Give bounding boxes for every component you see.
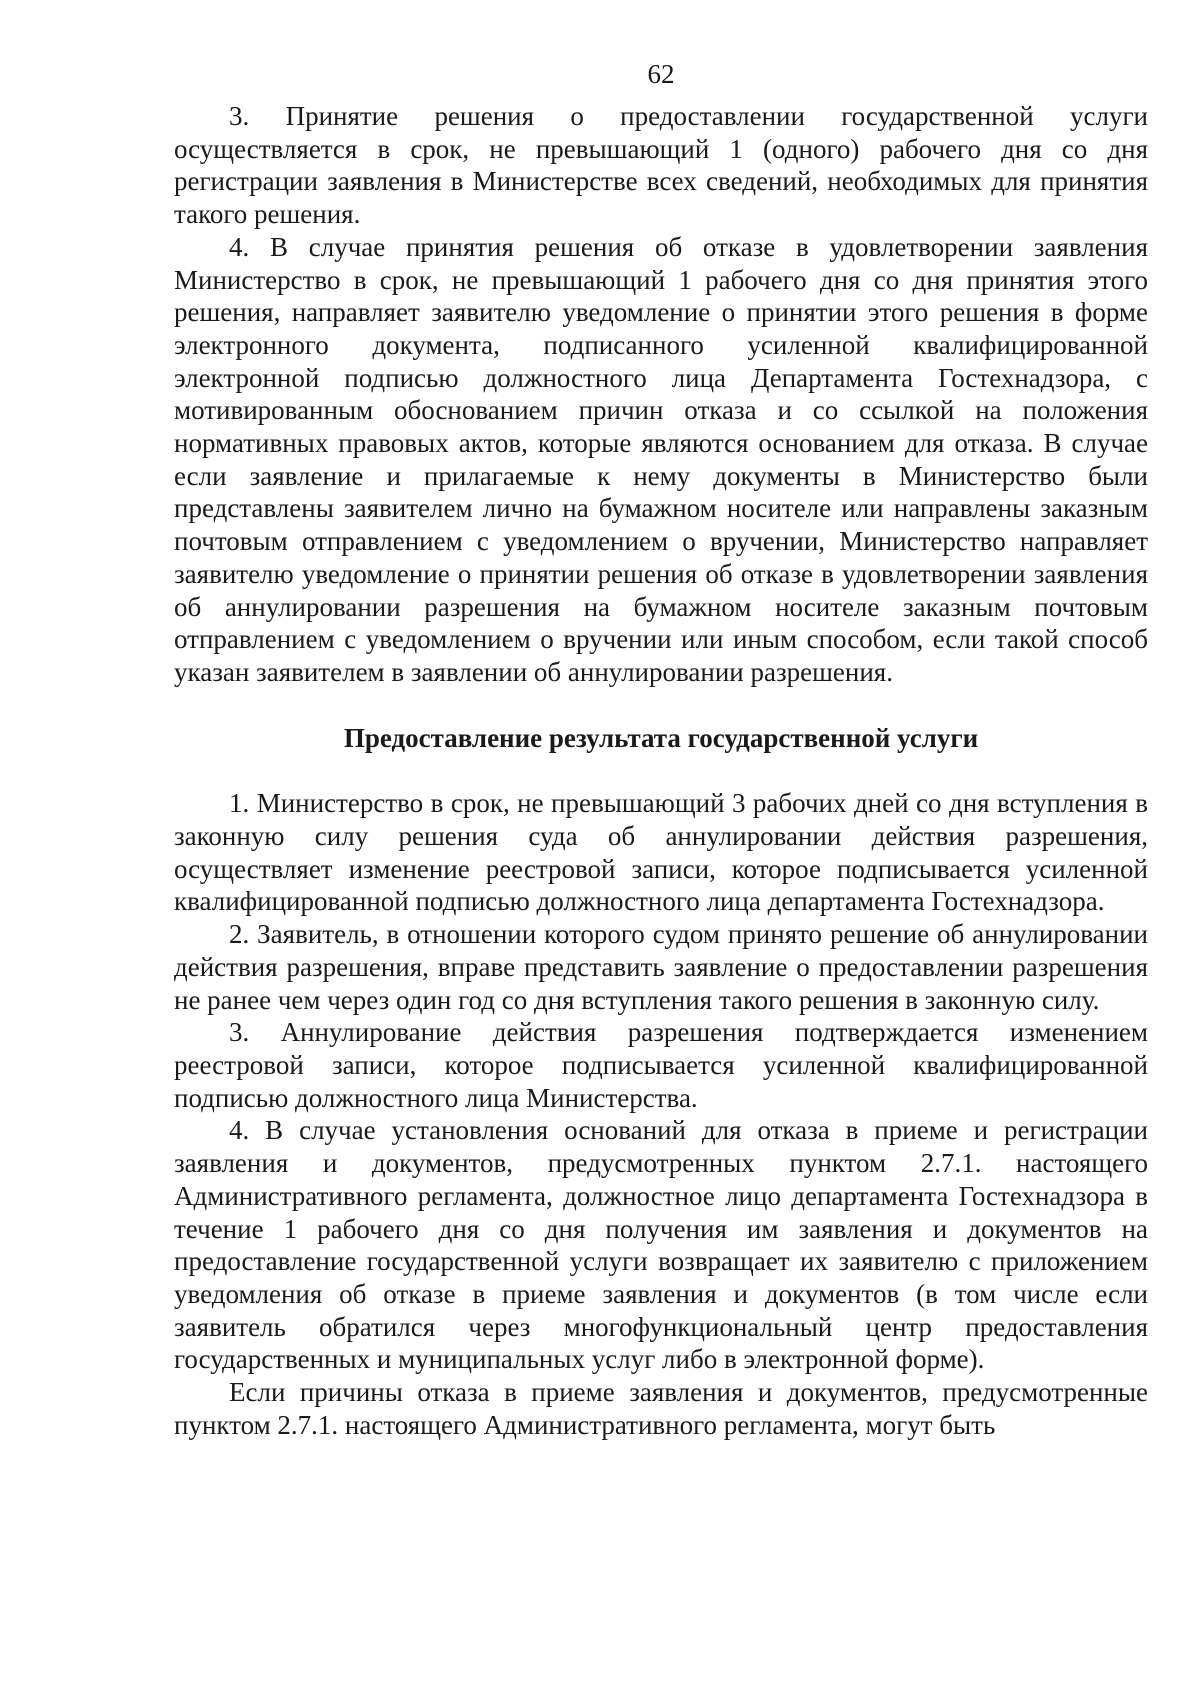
- document-page: [174, 58, 1148, 1441]
- paragraph-registry-change: 1. Министерство в срок, не превышающий 3 рабочих дней со дня вступления в законную силу решения суда об аннулировании действия разрешения, осуществляет изменение реестровой записи, которое подписывается усиленной квалифицированной подписью должностного лица департамента Гостехнадзора.: [174, 788, 1148, 917]
- paragraph-rejection-reasons: Если причины отказа в приеме заявления и документов, предусмотренные пунктом 2.7.1. настоящего Административного регламента, могут быть: [174, 1377, 1148, 1440]
- paragraph-refusal-notice: 4. В случае принятия решения об отказе в удовлетворении заявления Министерство в срок, не превышающий 1 рабочего дня со дня принятия этого решения, направляет заявителю уведомление о принятии этого решения в форме электронного документа, подписанного усиленной квалифицированной электронной подписью должностного лица Департамента Гостехнадзора, с мотивированным обоснованием причин отказа и со ссылкой на положения нормативных правовых актов, которые являются основанием для отказа. В случае если заявление и прилагаемые к нему документы в Министерство были представлены заявителем лично на бумажном носителе или направлены заказным почтовым отправлением с уведомлением о вручении, Министерство направляет заявителю уведомление о принятии решения об отказе в удовлетворении заявления об аннулировании разрешения на бумажном носителе заказным почтовым отправлением с уведомлением о вручении или иным способом, если такой способ указан заявителем в заявлении об аннулировании разрешения.: [174, 231, 1148, 687]
- page-number: 62: [647, 59, 675, 89]
- paragraph-annulment-confirmation: 3. Аннулирование действия разрешения подтверждается изменением реестровой записи, которое подписывается усиленной квалифицированной подписью должностного лица Министерства.: [174, 1017, 1148, 1113]
- paragraph-decision-term: 3. Принятие решения о предоставлении государственной услуги осуществляется в срок, не превышающий 1 (одного) рабочего дня со дня регистрации заявления в Министерстве всех сведений, необходимых для принятия такого решения.: [174, 101, 1148, 230]
- paragraph-reapplication: 2. Заявитель, в отношении которого судом принято решение об аннулировании действия разрешения, вправе представить заявление о предоставлении разрешения не ранее чем через один год со дня вступления такого решения в законную силу.: [174, 919, 1148, 1015]
- paragraph-rejection-grounds: 4. В случае установления оснований для отказа в приеме и регистрации заявления и документов, предусмотренных пунктом 2.7.1. настоящего Административного регламента, должностное лицо департамента Гостехнадзора в течение 1 рабочего дня со дня получения им заявления и документов на предоставление государственной услуги возвращает их заявителю с приложением уведомления об отказе в приеме заявления и документов (в том числе если заявитель обратился через многофункциональный центр предоставления государственных и муниципальных услуг либо в электронной форме).: [174, 1115, 1148, 1375]
- section-heading: Предоставление результата государственной услуги: [343, 722, 979, 753]
